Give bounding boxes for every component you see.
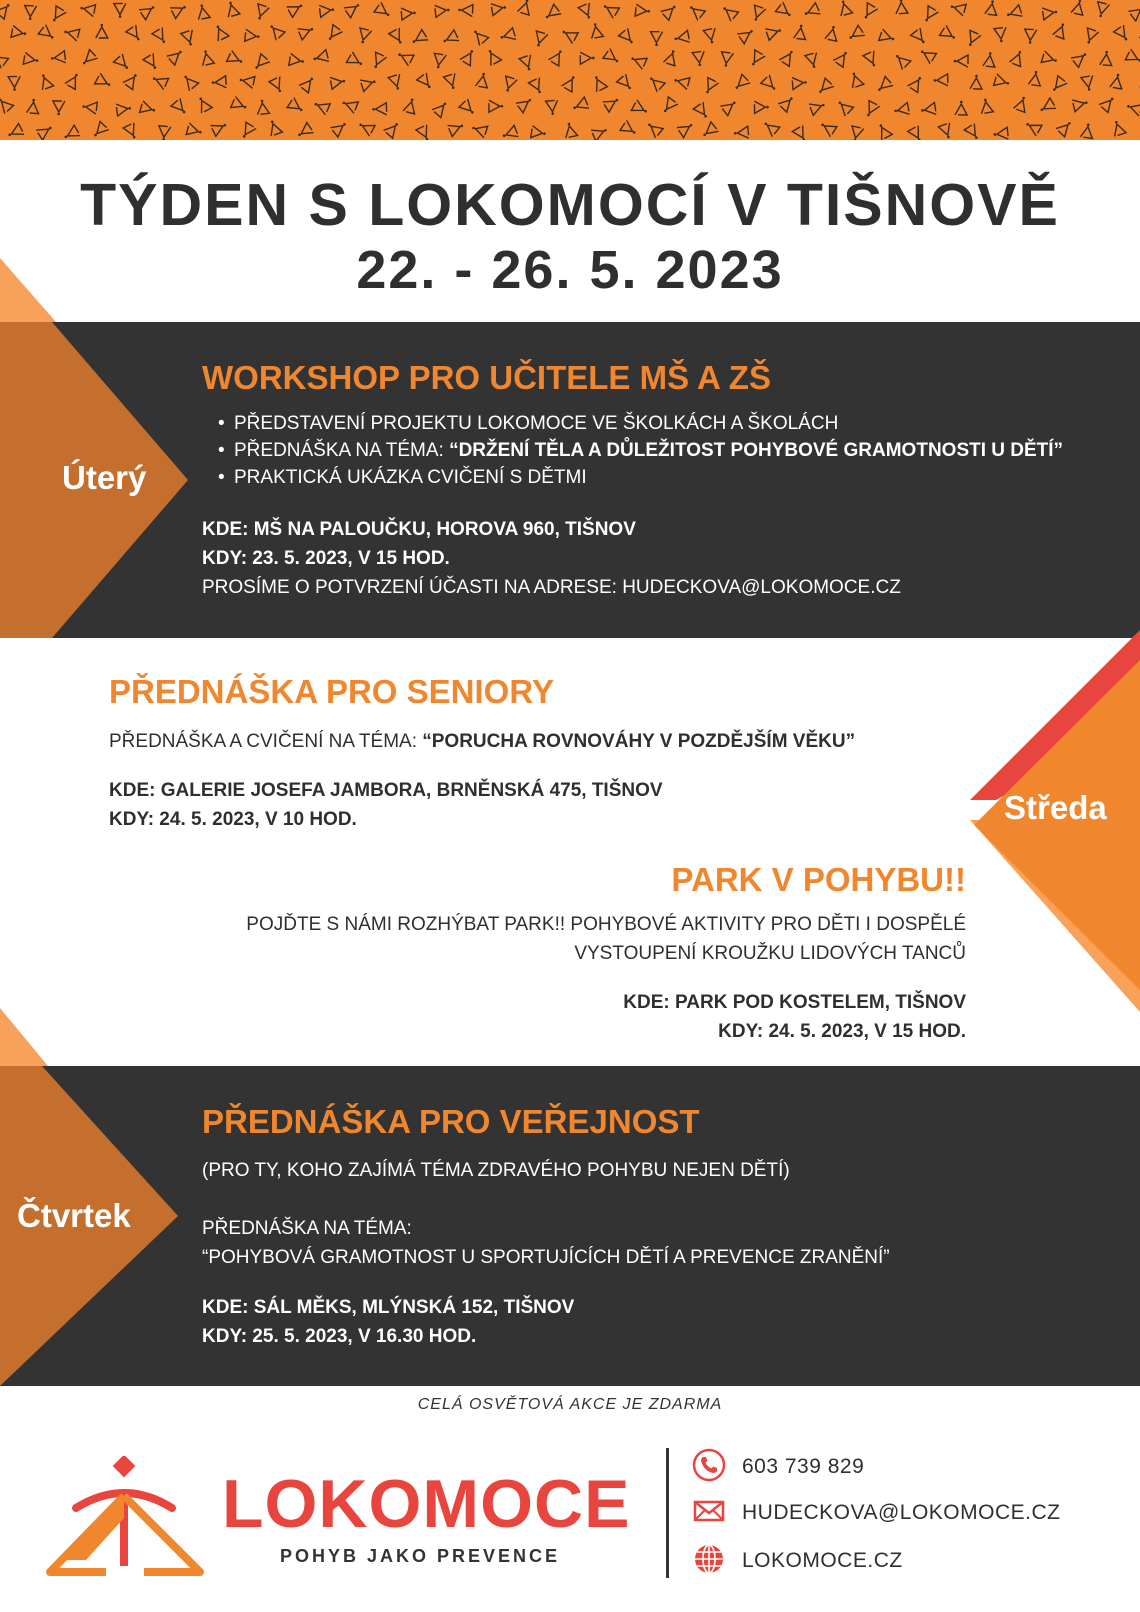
pattern-glyph [846, 25, 865, 43]
pattern-glyph [1024, 118, 1042, 135]
pattern-glyph [48, 6, 66, 24]
pattern-glyph [519, 55, 535, 72]
pattern-glyph [114, 3, 126, 18]
pattern-glyph [516, 95, 535, 113]
pattern-glyph [212, 23, 229, 41]
pattern-glyph [403, 97, 418, 114]
thursday-when: KDY: 25. 5. 2023, V 16.30 HOD. [202, 1326, 477, 1347]
pattern-glyph [985, 0, 999, 15]
pattern-glyph [152, 28, 170, 46]
pattern-glyph [720, 52, 734, 68]
pattern-glyph [416, 125, 433, 140]
pattern-glyph [911, 28, 929, 47]
pattern-glyph [38, 25, 57, 43]
pattern-glyph [983, 52, 996, 67]
contact-email[interactable]: HUDECKOVA@LOKOMOCE.CZ [742, 1501, 1061, 1524]
pattern-glyph [1099, 94, 1117, 113]
pattern-glyph [918, 46, 936, 64]
pattern-glyph [1125, 100, 1140, 116]
pattern-glyph [256, 99, 269, 114]
pattern-glyph [24, 5, 36, 20]
pattern-glyph [211, 119, 229, 136]
pattern-glyph [542, 4, 561, 22]
pattern-glyph [1110, 73, 1124, 89]
pattern-glyph [792, 76, 807, 89]
pattern-glyph [11, 26, 27, 40]
pattern-glyph [167, 47, 186, 65]
pattern-glyph [266, 119, 282, 137]
pattern-glyph [578, 3, 595, 21]
pattern-glyph [833, 49, 851, 68]
page-title: TÝDEN S LOKOMOCÍ V TIŠNOVĚ [80, 172, 1060, 238]
pattern-glyph [651, 32, 663, 46]
pattern-glyph [825, 25, 840, 41]
pattern-glyph [720, 3, 739, 21]
pattern-glyph [734, 126, 749, 139]
pattern-glyph [287, 0, 305, 17]
pattern-glyph [879, 29, 896, 45]
pattern-glyph [389, 28, 406, 46]
park-heading: PARK V POHYBU!! [671, 861, 966, 898]
pattern-glyph [863, 101, 880, 119]
pattern-glyph [720, 97, 739, 115]
pattern-glyph [818, 119, 836, 137]
tuesday-where: KDE: MŠ NA PALOUČKU, HOROVA 960, TIŠNOV [202, 519, 636, 540]
pattern-glyph [1028, 70, 1042, 86]
pattern-glyph [1128, 3, 1140, 21]
pattern-glyph [298, 23, 316, 40]
pattern-glyph [687, 2, 706, 20]
lokomoce-logo-icon [46, 1456, 206, 1578]
free-event-note: CELÁ OSVĚTOVÁ AKCE JE ZDARMA [417, 1396, 723, 1413]
thursday-where: KDE: SÁL MĚKS, MLÝNSKÁ 152, TIŠNOV [202, 1297, 575, 1318]
pattern-glyph [79, 50, 98, 69]
pattern-glyph [499, 28, 516, 44]
pattern-glyph [266, 22, 285, 41]
pattern-glyph [1072, 97, 1089, 112]
pattern-glyph [330, 75, 346, 89]
pattern-glyph [754, 101, 769, 113]
pattern-glyph [53, 101, 65, 116]
pattern-glyph [459, 99, 478, 118]
event-dates: 22. - 26. 5. 2023 [356, 240, 784, 300]
pattern-glyph [357, 28, 372, 45]
pattern-glyph [750, 5, 766, 22]
day-label-thursday: Čtvrtek [17, 1197, 131, 1234]
pattern-glyph [227, 51, 245, 68]
pattern-glyph [360, 76, 377, 92]
pattern-glyph [460, 47, 478, 65]
pattern-glyph [673, 74, 690, 89]
pattern-glyph [663, 49, 679, 66]
pattern-glyph [37, 72, 53, 90]
pattern-glyph [484, 47, 501, 65]
pattern-glyph [470, 27, 488, 46]
pattern-glyph [238, 122, 256, 140]
pattern-banner [0, 0, 1140, 140]
pattern-glyph [441, 30, 459, 47]
pattern-glyph [476, 72, 490, 88]
pattern-glyph [761, 75, 780, 94]
pattern-glyph [933, 74, 948, 86]
pattern-glyph [63, 26, 80, 41]
pattern-glyph [591, 124, 609, 140]
pattern-glyph [908, 126, 925, 140]
pattern-glyph [1080, 123, 1094, 139]
pattern-glyph [239, 74, 255, 89]
park-when: KDY: 24. 5. 2023, V 15 HOD. [718, 1021, 966, 1042]
pattern-glyph [940, 25, 959, 43]
pattern-glyph [778, 94, 797, 113]
pattern-glyph [170, 1, 188, 18]
pattern-glyph [8, 76, 20, 91]
pattern-glyph [560, 26, 578, 43]
pattern-glyph [62, 125, 80, 140]
pattern-glyph [747, 50, 765, 68]
pattern-glyph [1125, 49, 1140, 66]
pattern-glyph [82, 100, 98, 114]
pattern-glyph [331, 119, 350, 137]
pattern-glyph [401, 7, 416, 20]
list-item: • PŘEDSTAVENÍ PROJEKTU LOKOMOCE VE ŠKOLKÁCH A ŠKOLÁCH [218, 410, 1063, 437]
pattern-glyph [994, 74, 1011, 89]
pattern-glyph [143, 53, 161, 71]
pattern-glyph [158, 126, 171, 140]
pattern-glyph [805, 53, 820, 70]
tuesday-when: KDY: 23. 5. 2023, V 15 HOD. [202, 548, 450, 569]
pattern-glyph [1100, 51, 1113, 66]
pattern-glyph [1071, 0, 1086, 15]
tuesday-bullets [218, 410, 1063, 491]
pattern-glyph [531, 126, 547, 140]
park-where: KDE: PARK POD KOSTELEM, TIŠNOV [623, 992, 966, 1013]
pattern-glyph [448, 120, 466, 137]
pattern-glyph [211, 76, 226, 89]
pattern-glyph [312, 98, 330, 115]
pattern-glyph [1014, 95, 1030, 113]
day-label-wednesday: Středa [1004, 789, 1107, 826]
contact-web[interactable]: LOKOMOCE.CZ [742, 1549, 903, 1572]
pattern-glyph [443, 73, 459, 90]
pattern-glyph [693, 102, 711, 121]
pattern-glyph [0, 0, 14, 19]
pattern-glyph [849, 126, 864, 140]
pattern-glyph [964, 30, 981, 48]
seniors-where: KDE: GALERIE JOSEFA JAMBORA, BRNĚNSKÁ 475, TIŠNOV [109, 780, 663, 801]
pattern-glyph [848, 71, 864, 88]
pattern-glyph [518, 0, 534, 15]
pattern-glyph [0, 95, 13, 114]
pattern-glyph [181, 30, 197, 47]
pattern-glyph [765, 24, 782, 40]
pattern-glyph [617, 74, 635, 93]
seniors-heading: PŘEDNÁŠKA PRO SENIORY [109, 673, 554, 710]
tuesday-heading: WORKSHOP PRO UČITELE MŠ A ZŠ [202, 359, 771, 396]
pattern-glyph [50, 51, 66, 65]
thursday-heading: PŘEDNÁŠKA PRO VEŘEJNOST [202, 1103, 700, 1140]
pattern-glyph [195, 95, 212, 113]
pattern-glyph [0, 50, 8, 68]
pattern-glyph [1049, 76, 1067, 95]
pattern-glyph [370, 52, 387, 70]
pattern-glyph [590, 74, 607, 92]
logo-tagline: POHYB JAKO PREVENCE [280, 1546, 561, 1566]
pattern-glyph [993, 127, 1008, 140]
pattern-glyph [372, 103, 387, 115]
pattern-glyph [677, 120, 696, 138]
decor-triangle-top-left [0, 258, 60, 328]
pattern-glyph [357, 119, 375, 136]
pattern-glyph [874, 76, 893, 94]
pattern-glyph [384, 120, 402, 139]
pattern-glyph [90, 121, 109, 140]
pattern-glyph [895, 0, 908, 14]
pattern-glyph [979, 98, 993, 114]
pattern-glyph [231, 97, 249, 114]
pattern-glyph [700, 122, 719, 140]
pattern-glyph [908, 74, 926, 93]
pattern-glyph [96, 24, 108, 38]
pattern-glyph [6, 124, 24, 140]
pattern-glyph [458, 4, 473, 17]
pattern-glyph [546, 100, 559, 115]
pattern-glyph [23, 52, 39, 66]
pattern-glyph [571, 97, 589, 114]
pattern-glyph [532, 31, 547, 48]
pattern-glyph [1095, 2, 1110, 19]
pattern-glyph [27, 98, 40, 113]
pattern-glyph [491, 1, 507, 15]
pattern-glyph [875, 122, 892, 140]
thursday-subtitle: (PRO TY, KOHO ZAJÍMÁ TÉMA ZDRAVÉHO POHYBU NEJEN DĚTÍ) [202, 1160, 790, 1181]
thursday-topic-label: PŘEDNÁŠKA NA TÉMA: [202, 1218, 412, 1239]
pattern-glyph [661, 2, 680, 21]
pattern-glyph [737, 26, 756, 44]
pattern-glyph [893, 103, 909, 118]
pattern-glyph [126, 25, 144, 44]
phone-icon [692, 1448, 726, 1482]
pattern-glyph [620, 120, 639, 138]
pattern-glyph [114, 54, 133, 73]
pattern-glyph [529, 78, 546, 96]
pattern-glyph [629, 53, 647, 70]
pattern-glyph [1024, 29, 1037, 44]
pattern-glyph [994, 27, 1007, 42]
pattern-glyph [802, 3, 820, 20]
pattern-glyph [171, 98, 189, 117]
pattern-glyph [1071, 49, 1090, 67]
pattern-glyph [417, 73, 435, 92]
pattern-glyph [341, 97, 359, 113]
list-item: • PRAKTICKÁ UKÁZKA CVIČENÍ S DĚTMI [218, 464, 1063, 491]
pattern-glyph [224, 0, 239, 17]
pattern-glyph [65, 71, 82, 89]
pattern-glyph [837, 0, 852, 16]
pattern-glyph [295, 123, 314, 140]
pattern-glyph [1110, 119, 1126, 136]
pattern-glyph [199, 49, 214, 66]
pattern-glyph [186, 123, 203, 138]
park-line-1: POJĎTE S NÁMI ROZHÝBAT PARK!! POHYBOVÉ AKTIVITY PRO DĚTI I DOSPĚLÉ [246, 914, 966, 935]
lokomoce-logo-text: LOKOMOCE [222, 1466, 631, 1542]
pattern-glyph [269, 77, 286, 95]
pattern-glyph [123, 123, 140, 140]
pattern-glyph [139, 2, 158, 20]
seniors-topic: PŘEDNÁŠKA A CVIČENÍ NA TÉMA: “PORUCHA ROVNOVÁHY V POZDĚJŠÍM VĚKU” [109, 731, 856, 752]
pattern-glyph [589, 22, 603, 38]
pattern-glyph [809, 99, 827, 115]
pattern-glyph [732, 74, 751, 93]
pattern-glyph [603, 49, 622, 67]
pattern-glyph [702, 78, 719, 96]
pattern-glyph [489, 100, 503, 112]
pattern-glyph [287, 98, 306, 116]
pattern-glyph [860, 3, 878, 21]
pattern-glyph [835, 98, 854, 117]
pattern-glyph [548, 48, 566, 66]
list-item: • PŘEDNÁŠKA NA TÉMA: “DRŽENÍ TĚLA A DŮLEŽITOST POHYBOVÉ GRAMOTNOSTI U DĚTÍ” [218, 437, 1063, 464]
pattern-glyph [970, 74, 982, 89]
pattern-glyph [703, 28, 718, 44]
pattern-glyph [792, 125, 810, 140]
pattern-glyph [779, 48, 797, 67]
park-line-2: VYSTOUPENÍ KROUŽKU LIDOVÝCH TANCŮ [574, 943, 966, 964]
pattern-glyph [954, 55, 968, 67]
pattern-glyph [601, 1, 619, 19]
pattern-glyph [955, 100, 967, 115]
pattern-glyph [646, 73, 665, 91]
pattern-glyph [794, 24, 808, 40]
pattern-glyph [775, 2, 794, 20]
pattern-glyph [1081, 76, 1095, 92]
divider [666, 1448, 669, 1578]
pattern-glyph [79, 2, 95, 17]
pattern-glyph [374, 2, 393, 20]
pattern-glyph [580, 52, 595, 64]
pattern-glyph [299, 74, 317, 93]
pattern-glyph [1053, 21, 1069, 39]
pattern-glyph [116, 102, 132, 116]
mail-icon [692, 1494, 726, 1528]
pattern-glyph [140, 101, 157, 116]
pattern-glyph [251, 54, 269, 73]
pattern-glyph [645, 119, 664, 137]
pattern-glyph [254, 4, 270, 21]
pattern-glyph [180, 72, 198, 91]
decor-triangle-mid-left [0, 1008, 60, 1068]
pattern-glyph [502, 76, 518, 93]
pattern-glyph [603, 94, 621, 112]
pattern-glyph [501, 125, 519, 140]
globe-icon [692, 1542, 726, 1576]
pattern-glyph [432, 53, 446, 69]
pattern-glyph [396, 49, 414, 66]
pattern-glyph [1056, 118, 1075, 137]
pattern-glyph [563, 121, 578, 137]
pattern-glyph [1083, 28, 1099, 45]
pattern-glyph [631, 100, 649, 117]
pattern-glyph [319, 4, 335, 18]
pattern-glyph [1042, 6, 1058, 20]
pattern-glyph [635, 4, 650, 17]
pattern-glyph [470, 122, 487, 138]
pattern-glyph [346, 52, 364, 70]
thursday-topic: “POHYBOVÁ GRAMOTNOST U SPORTUJÍCÍCH DĚTÍ A PREVENCE ZRANĚNÍ” [202, 1247, 890, 1268]
pattern-glyph [95, 73, 113, 90]
pattern-glyph [1005, 5, 1022, 21]
pattern-glyph [1009, 49, 1025, 67]
pattern-glyph [562, 74, 580, 92]
pattern-glyph [388, 74, 404, 91]
pattern-glyph [324, 25, 342, 44]
pattern-glyph [761, 118, 780, 136]
pattern-glyph [618, 28, 636, 47]
pattern-glyph [660, 97, 678, 116]
pattern-glyph [949, 1, 966, 16]
pattern-glyph [892, 51, 911, 70]
pattern-glyph [435, 4, 450, 17]
pattern-glyph [863, 51, 880, 69]
pattern-glyph [123, 71, 141, 90]
tuesday-rsvp: PROSÍME O POTVRZENÍ ÚČASTI NA ADRESE: HUDECKOVA@LOKOMOCE.CZ [202, 577, 901, 598]
pattern-glyph [36, 122, 55, 140]
pattern-glyph [312, 50, 329, 65]
pattern-glyph [432, 99, 450, 118]
contact-phone[interactable]: 603 739 829 [742, 1455, 865, 1478]
pattern-glyph [673, 30, 689, 45]
pattern-glyph [1041, 51, 1058, 67]
pattern-glyph [920, 102, 936, 116]
pattern-graphic [0, 0, 1140, 140]
pattern-glyph [245, 29, 260, 42]
pattern-glyph [1114, 25, 1132, 44]
pattern-glyph [289, 53, 305, 67]
seniors-when: KDY: 24. 5. 2023, V 10 HOD. [109, 809, 357, 830]
pattern-glyph [1038, 98, 1056, 116]
pattern-glyph [151, 73, 169, 90]
pattern-glyph [938, 123, 954, 140]
pattern-glyph [692, 51, 706, 67]
day-label-tuesday: Úterý [62, 459, 147, 496]
pattern-glyph [815, 78, 834, 97]
pattern-glyph [344, 0, 363, 18]
pattern-glyph [921, 6, 939, 24]
pattern-glyph [196, 3, 211, 19]
pattern-glyph [410, 30, 428, 48]
pattern-glyph [964, 123, 982, 140]
